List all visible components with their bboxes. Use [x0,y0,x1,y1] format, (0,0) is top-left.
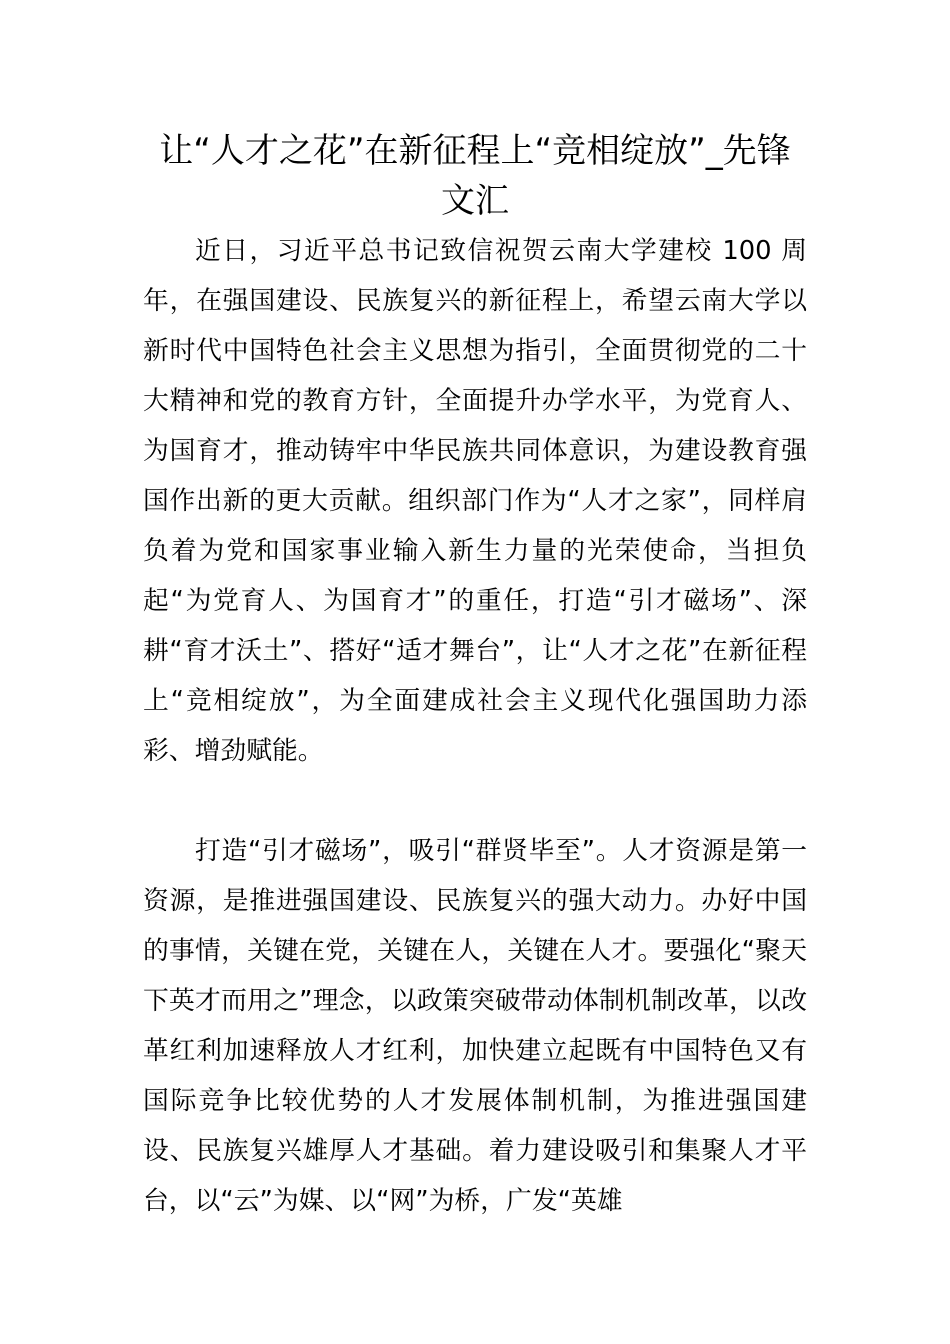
document-title: 让“人才之花”在新征程上“竞相绽放”_先锋文汇 [159,131,791,221]
paragraph-talent-attraction: 打造“引才磁场”，吸引“群贤毕至”。人才资源是第一资源，是推进强国建设、民族复兴的强大动力。办好中国的事情，关键在党，关键在人，关键在人才。要强化“聚天下英才而用之”理念，以政策突破带动体制机制改革，以改革红利加速释放人才红利，加快建立起既有中国特色又有国际竞争比较优势的人才发展体制机制，为推进强国建设、民族复兴雄厚人才基础。着力建设吸引和集聚人才平台，以“云”为媒、以“网”为桥，广发“英雄 [143,836,807,1216]
document-body [143,126,807,1226]
paragraph-intro: 近日，习近平总书记致信祝贺云南大学建校 100 周年，在强国建设、民族复兴的新征程上，希望云南大学以新时代中国特色社会主义思想为指引，全面贯彻党的二十大精神和党的教育方针，全面提升办学水平，为党育人、为国育才，推动铸牢中华民族共同体意识，为建设教育强国作出新的更大贡献。组织部门作为“人才之家”，同样肩负着为党和国家事业输入新生力量的光荣使命，当担负起“为党育人、为国育才”的重任，打造“引才磁场”、深耕“育才沃土”、搭好“适才舞台”，让“人才之花”在新征程上“竞相绽放”，为全面建成社会主义现代化强国助力添彩、增劲赋能。 [143,236,807,766]
paragraph-spacer [143,776,807,826]
